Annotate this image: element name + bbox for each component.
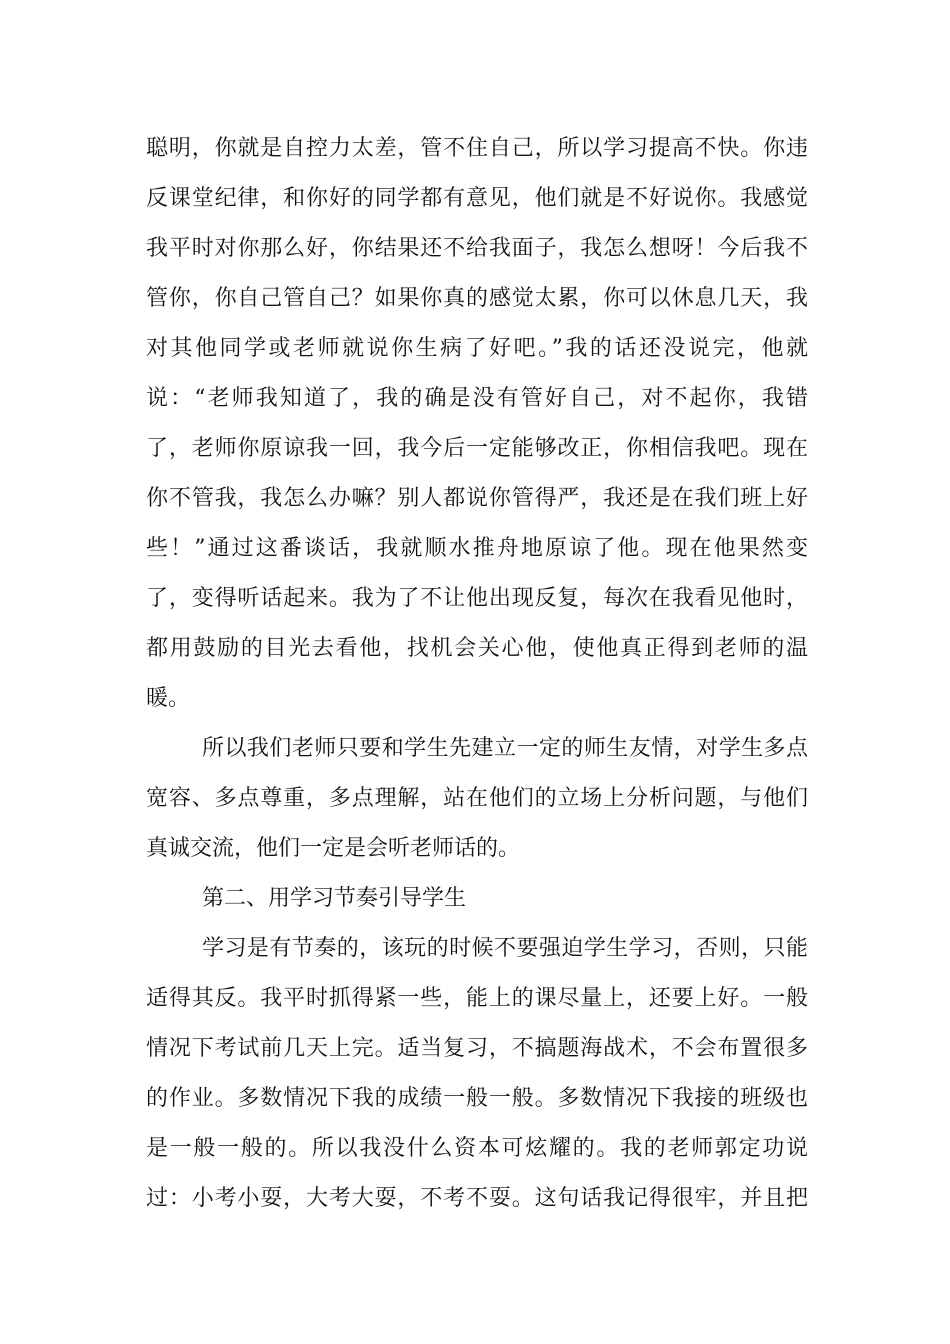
text-line: 的作业。多数情况下我的成绩一般一般。多数情况下我接的班级也 <box>146 1086 808 1111</box>
text-line: 你不管我，我怎么办嘛？别人都说你管得严，我还是在我们班上好 <box>146 486 808 511</box>
text-line: 真诚交流，他们一定是会听老师话的。 <box>146 836 521 861</box>
text-line: 暖。 <box>146 686 191 711</box>
text-line: 是一般一般的。所以我没什么资本可炫耀的。我的老师郭定功说 <box>146 1136 808 1161</box>
text-line: 适得其反。我平时抓得紧一些，能上的课尽量上，还要上好。一般 <box>146 986 808 1011</box>
heading-text: 第二、用学习节奏引导学生 <box>202 886 467 911</box>
text-line: 管你，你自己管自己？如果你真的感觉太累，你可以休息几天，我 <box>146 286 808 311</box>
body-paragraph <box>146 124 808 724</box>
text-line: 反课堂纪律，和你好的同学都有意见，他们就是不好说你。我感觉 <box>146 186 808 211</box>
text-line: 学习是有节奏的，该玩的时候不要强迫学生学习，否则，只能 <box>202 936 808 961</box>
text-line: 了，变得听话起来。我为了不让他出现反复，每次在我看见他时， <box>146 586 808 611</box>
text-line: 情况下考试前几天上完。适当复习，不搞题海战术，不会布置很多 <box>146 1036 808 1061</box>
text-line: 过：小考小耍，大考大耍，不考不耍。这句话我记得很牢，并且把 <box>146 1186 808 1211</box>
text-line: 所以我们老师只要和学生先建立一定的师生友情，对学生多点 <box>202 736 808 761</box>
text-line: 对其他同学或老师就说你生病了好吧。”我的话还没说完，他就 <box>146 336 808 361</box>
text-line: 些！”通过这番谈话，我就顺水推舟地原谅了他。现在他果然变 <box>146 536 808 561</box>
body-paragraph <box>146 924 808 1224</box>
text-line: 宽容、多点尊重，多点理解，站在他们的立场上分析问题，与他们 <box>146 786 808 811</box>
text-line: 说：“老师我知道了，我的确是没有管好自己，对不起你，我错 <box>146 386 808 411</box>
text-line: 聪明，你就是自控力太差，管不住自己，所以学习提高不快。你违 <box>146 136 808 161</box>
text-line: 我平时对你那么好，你结果还不给我面子，我怎么想呀！今后我不 <box>146 236 808 261</box>
text-line: 了，老师你原谅我一回，我今后一定能够改正，你相信我吧。现在 <box>146 436 808 461</box>
section-heading <box>146 874 808 924</box>
body-paragraph <box>146 724 808 874</box>
text-line: 都用鼓励的目光去看他，找机会关心他，使他真正得到老师的温 <box>146 636 808 661</box>
